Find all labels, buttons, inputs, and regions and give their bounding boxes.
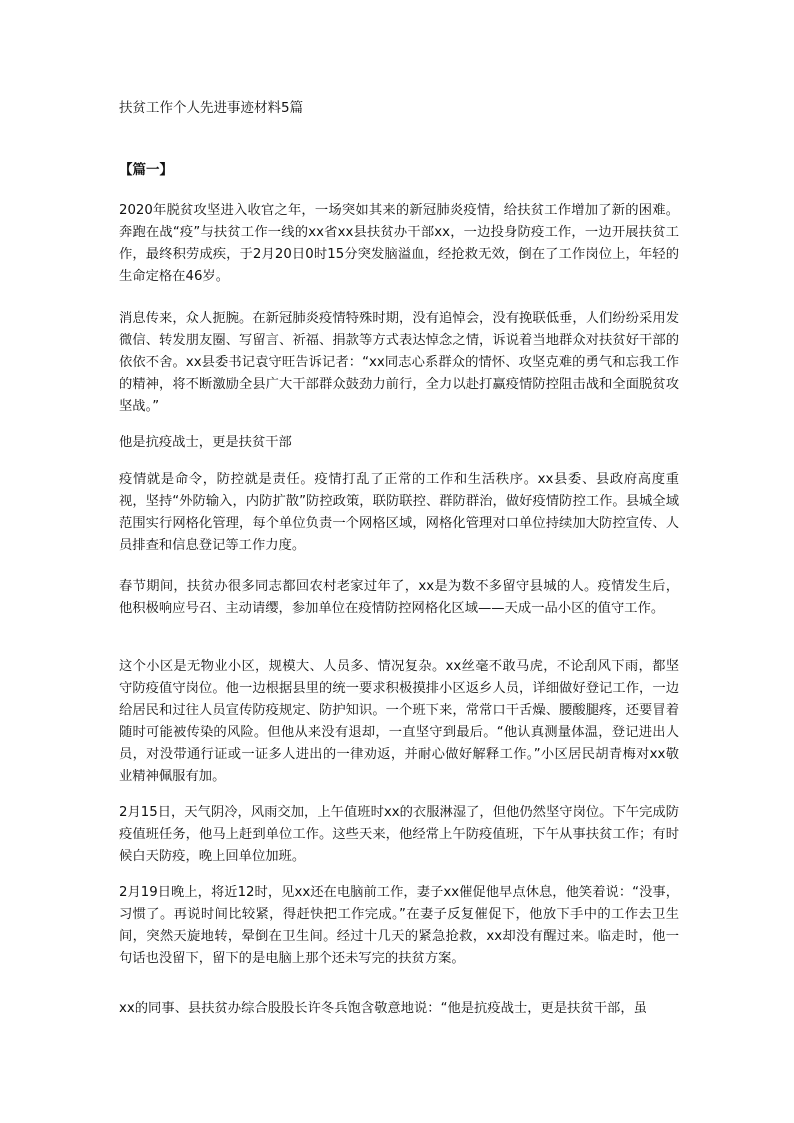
- paragraph: 疫情就是命令，防控就是责任。疫情打乱了正常的工作和生活秩序。xx县委、县政府高度重视，坚持“外防输入，内防扩散”防控政策，联防联控、群防群治，做好疫情防控工作。县城全域范围实行网格化管理，每个单位负责一个网格区域，网格化管理对口单位持续加大防控宣传、人员排查和信息登记等工作力度。: [119, 472, 679, 553]
- paragraph: 消息传来，众人扼腕。在新冠肺炎疫情特殊时期，没有追悼会，没有挽联低垂，人们纷纷采用发微信、转发朋友圈、写留言、祈福、捐款等方式表达悼念之情，诉说着当地群众对扶贫好干部的依依不舍。xx县委书记袁守旺告诉记者：“xx同志心系群众的情怀、攻坚克难的勇气和忘我工作的精神，将不断激励全县广大干部群众鼓劲力前行，全力以赴打赢疫情防控阻击战和全面脱贫攻坚战。”: [119, 311, 679, 414]
- document-title: 扶贫工作个人先进事迹材料5篇: [119, 100, 304, 116]
- section-heading: 【篇一】: [119, 162, 173, 178]
- paragraph: xx的同事、县扶贫办综合股股长许冬兵饱含敬意地说：“他是抗疫战士，更是扶贫干部，虽: [119, 1001, 647, 1016]
- paragraph: 2月15日，天气阴冷，风雨交加，上午值班时xx的衣服淋湿了，但他仍然坚守岗位。下午完成防疫值班任务，他马上赶到单位工作。这些天来，他经常上午防疫值班，下午从事扶贫工作；有时候白天防疫，晚上回单位加班。: [119, 805, 679, 864]
- subheading-paragraph: 他是抗疫战士，更是扶贫干部: [119, 435, 292, 450]
- paragraph: 2月19日晚上，将近12时，见xx还在电脑前工作，妻子xx催促他早点休息，他笑着说：“没事，习惯了。再说时间比较紧，得赶快把工作完成。”在妻子反复催促下，他放下手中的工作去卫生间，突然天旋地转，晕倒在卫生间。经过十几天的紧急抢救，xx却没有醒过来。临走时，他一句话也没留下，留下的是电脑上那个还未写完的扶贫方案。: [119, 885, 679, 966]
- paragraph: 2020年脱贫攻坚进入收官之年，一场突如其来的新冠肺炎疫情，给扶贫工作增加了新的困难。奔跑在战“疫”与扶贫工作一线的xx省xx县扶贫办干部xx，一边投身防疫工作，一边开展扶贫工作，最终积劳成疾，于2月20日0时15分突发脑溢血，经抢救无效，倒在了工作岗位上，年轻的生命定格在46岁。: [119, 203, 679, 284]
- paragraph: 这个小区是无物业小区，规模大、人员多、情况复杂。xx丝毫不敢马虎，不论刮风下雨，都坚守防疫值守岗位。他一边根据县里的统一要求积极摸排小区返乡人员，详细做好登记工作，一边给居民和过往人员宣传防疫规定、防护知识。一个班下来，常常口干舌燥、腰酸腿疼，还要冒着随时可能被传染的风险。但他从来没有退却，一直坚守到最后。“他认真测量体温，登记进出人员，对没带通行证或一证多人进出的一律劝返，并耐心做好解释工作。”小区居民胡青梅对xx敬业精神佩服有加。: [119, 659, 679, 784]
- paragraph: 春节期间，扶贫办很多同志都回农村老家过年了，xx是为数不多留守县城的人。疫情发生后，他积极响应号召、主动请缨，参加单位在疫情防控网格化区域——天成一品小区的值守工作。: [119, 579, 679, 616]
